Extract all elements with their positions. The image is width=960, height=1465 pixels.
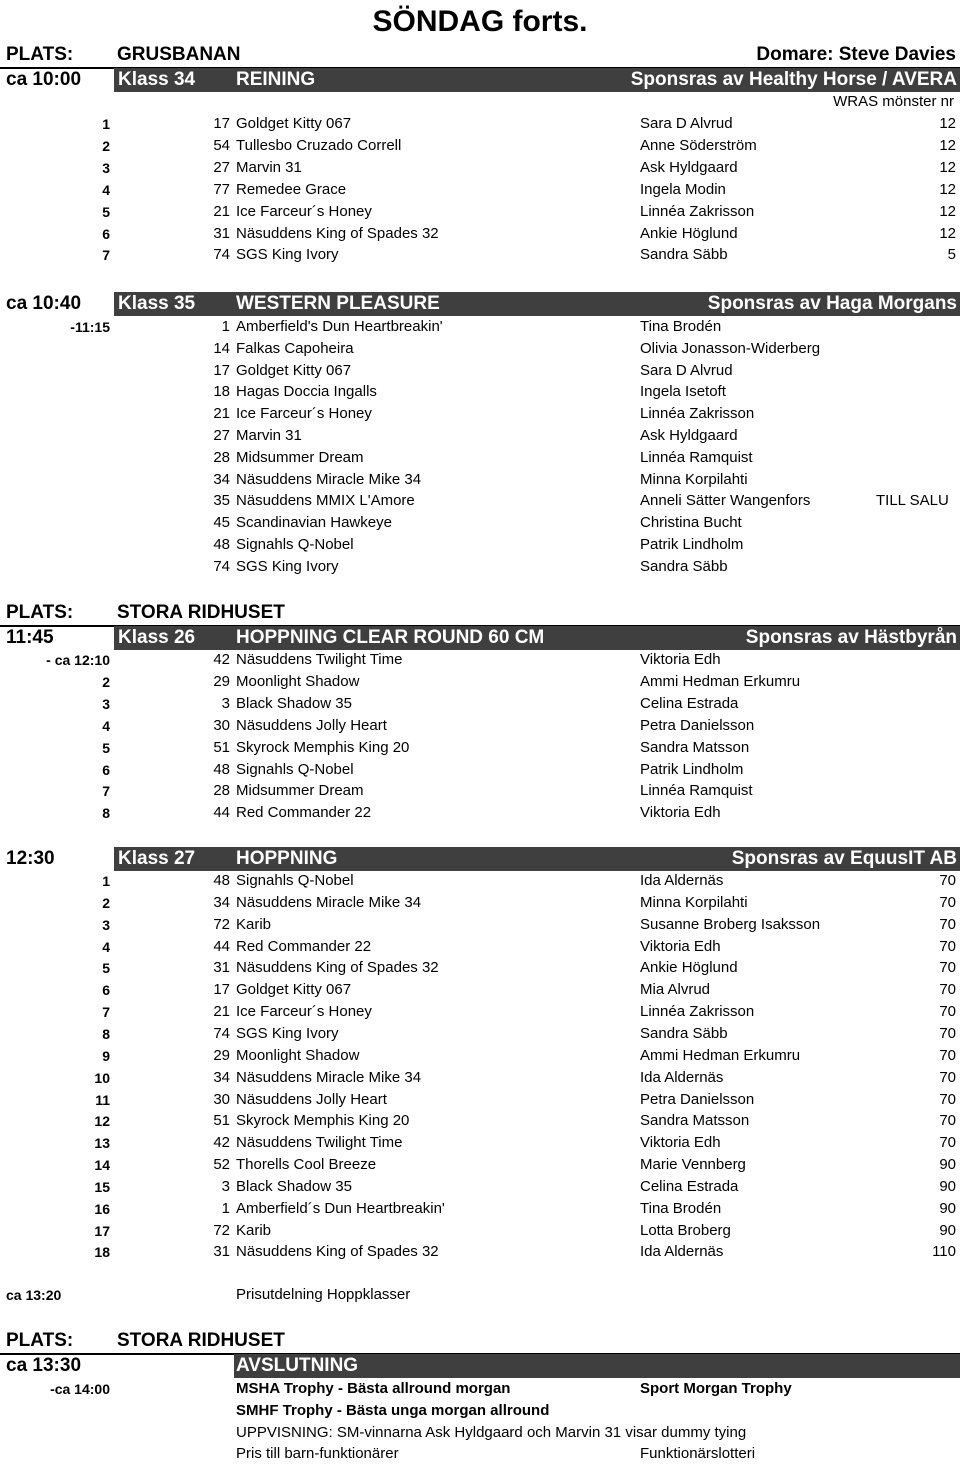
class-time-end: - ca 12:10 bbox=[46, 652, 110, 668]
horse-name: Näsuddens King of Spades 32 bbox=[236, 224, 439, 242]
horse-name: Näsuddens King of Spades 32 bbox=[236, 1243, 439, 1261]
horse-name: Skyrock Memphis King 20 bbox=[236, 738, 410, 756]
rider-name: Anneli Sätter Wangenfors bbox=[640, 492, 811, 510]
horse-name: Scandinavian Hawkeye bbox=[236, 514, 392, 532]
list-item bbox=[0, 1110, 960, 1132]
order-number: 15 bbox=[94, 1178, 110, 1195]
order-number: 13 bbox=[94, 1135, 110, 1152]
msha-trophy: MSHA Trophy - Bästa allround morgan bbox=[236, 1380, 511, 1397]
horse-name: Amberfield´s Dun Heartbreakin' bbox=[236, 1199, 445, 1217]
horse-name: Tullesbo Cruzado Correll bbox=[236, 136, 402, 154]
start-number: 17 bbox=[213, 361, 230, 379]
start-number: 28 bbox=[213, 782, 230, 800]
start-number: 54 bbox=[213, 136, 230, 154]
pattern-number: 12 bbox=[939, 180, 956, 198]
order-number: 2 bbox=[102, 894, 110, 911]
rider-name: Ammi Hedman Erkumru bbox=[640, 672, 801, 690]
class-header-35 bbox=[0, 292, 960, 316]
horse-name: Skyrock Memphis King 20 bbox=[236, 1112, 410, 1130]
pattern-number: 12 bbox=[939, 136, 956, 154]
start-number: 51 bbox=[213, 738, 230, 756]
start-number: 44 bbox=[213, 937, 230, 955]
list-item bbox=[0, 715, 960, 737]
closing-line-4 bbox=[0, 1443, 960, 1465]
class-name: WESTERN PLEASURE bbox=[236, 293, 440, 314]
rider-name: Ankie Höglund bbox=[640, 959, 738, 977]
start-number: 74 bbox=[213, 246, 230, 264]
for-sale-note: TILL SALU bbox=[876, 492, 949, 510]
list-item bbox=[0, 179, 960, 201]
rider-name: Ida Aldernäs bbox=[640, 1068, 724, 1086]
rider-name: Ingela Isetoft bbox=[640, 383, 726, 401]
wras-note: WRAS mönster nr bbox=[833, 93, 954, 110]
list-item bbox=[0, 1241, 960, 1263]
funktionarslotteri: Funktionärslotteri bbox=[640, 1445, 756, 1462]
order-number: 7 bbox=[102, 247, 110, 264]
closing-time-end: -ca 14:00 bbox=[50, 1381, 110, 1397]
prize-row bbox=[0, 1284, 960, 1306]
rider-name: Viktoria Edh bbox=[640, 1134, 721, 1152]
horse-name: Näsuddens King of Spades 32 bbox=[236, 959, 439, 977]
rider-name: Mia Alvrud bbox=[640, 981, 711, 999]
class-time: 12:30 bbox=[6, 848, 55, 869]
rider-name: Tina Brodén bbox=[640, 1199, 722, 1217]
horse-name: Signahls Q-Nobel bbox=[236, 872, 354, 889]
list-item bbox=[0, 1067, 960, 1089]
rider-name: Christina Bucht bbox=[640, 514, 742, 532]
class-header-27 bbox=[0, 847, 960, 871]
list-item bbox=[0, 338, 960, 360]
class-bar bbox=[114, 626, 960, 650]
order-number: 2 bbox=[102, 137, 110, 154]
list-item bbox=[0, 1198, 960, 1220]
closing-name: AVSLUTNING bbox=[236, 1355, 359, 1376]
rider-name: Petra Danielsson bbox=[640, 1090, 755, 1108]
rider-name: Linnéa Zakrisson bbox=[640, 405, 755, 423]
rider-name: Sandra Matsson bbox=[640, 738, 750, 756]
horse-name: Karib bbox=[236, 915, 272, 933]
start-number: 45 bbox=[213, 514, 230, 532]
horse-name: Karib bbox=[236, 1221, 272, 1239]
start-number: 29 bbox=[213, 672, 230, 690]
start-number: 3 bbox=[221, 694, 230, 712]
start-number: 30 bbox=[213, 716, 230, 734]
class-bar bbox=[114, 847, 960, 871]
list-item bbox=[0, 737, 960, 759]
list-item bbox=[0, 135, 960, 157]
list-item bbox=[0, 512, 960, 534]
horse-name: Midsummer Dream bbox=[236, 782, 364, 800]
horse-name: Marvin 31 bbox=[236, 158, 302, 176]
list-item bbox=[0, 1023, 960, 1045]
rider-name: Sara D Alvrud bbox=[640, 361, 733, 379]
pris-barn: Pris till barn-funktionärer bbox=[236, 1445, 399, 1462]
order-number: 7 bbox=[102, 1004, 110, 1021]
rider-name: Tina Brodén bbox=[640, 318, 722, 335]
order-number: 18 bbox=[94, 1244, 110, 1261]
order-number: 6 bbox=[102, 225, 110, 242]
start-number: 1 bbox=[221, 1199, 230, 1217]
height: 70 bbox=[939, 1068, 956, 1086]
class-time: ca 10:00 bbox=[6, 69, 82, 90]
horse-name: Remedee Grace bbox=[236, 180, 347, 198]
rider-name: Anne Söderström bbox=[640, 136, 757, 154]
rider-name: Sandra Matsson bbox=[640, 1112, 750, 1130]
horse-name: Näsuddens Miracle Mike 34 bbox=[236, 1068, 422, 1086]
list-item bbox=[0, 1154, 960, 1176]
horse-name: Black Shadow 35 bbox=[236, 694, 352, 712]
order-number: 3 bbox=[102, 159, 110, 176]
class-header-34 bbox=[0, 68, 960, 92]
order-number: 17 bbox=[94, 1222, 110, 1239]
order-number: 3 bbox=[102, 695, 110, 712]
list-item bbox=[0, 447, 960, 469]
horse-name: SGS King Ivory bbox=[236, 246, 339, 264]
horse-name: Black Shadow 35 bbox=[236, 1177, 352, 1195]
start-number: 31 bbox=[213, 1243, 230, 1261]
class-bar bbox=[114, 292, 960, 316]
prize-text: Prisutdelning Hoppklasser bbox=[236, 1286, 411, 1303]
horse-name: Red Commander 22 bbox=[236, 804, 372, 822]
height: 70 bbox=[939, 1003, 956, 1021]
horse-name: Amberfield's Dun Heartbreakin' bbox=[236, 318, 443, 335]
horse-name: Ice Farceur´s Honey bbox=[236, 405, 372, 423]
horse-name: Ice Farceur´s Honey bbox=[236, 202, 372, 220]
closing-bar bbox=[234, 1354, 960, 1378]
rider-name: Ammi Hedman Erkumru bbox=[640, 1046, 801, 1064]
list-item bbox=[0, 693, 960, 715]
order-number: 2 bbox=[102, 673, 110, 690]
sport-morgan-trophy: Sport Morgan Trophy bbox=[640, 1380, 792, 1397]
start-number: 72 bbox=[213, 1221, 230, 1239]
rider-name: Susanne Broberg Isaksson bbox=[640, 915, 821, 933]
start-number: 28 bbox=[213, 448, 230, 466]
list-item bbox=[0, 534, 960, 556]
class-name: REINING bbox=[236, 69, 316, 90]
page-title: SÖNDAG forts. bbox=[372, 5, 588, 38]
start-number: 74 bbox=[213, 557, 230, 575]
class-number: Klass 26 bbox=[118, 627, 196, 648]
horse-name: Näsuddens Twilight Time bbox=[236, 651, 403, 668]
list-item bbox=[0, 802, 960, 824]
list-item bbox=[0, 1176, 960, 1198]
rider-name: Ingela Modin bbox=[640, 180, 726, 198]
start-number: 1 bbox=[221, 318, 230, 335]
class-header-26 bbox=[0, 626, 960, 650]
order-number: 4 bbox=[102, 938, 110, 955]
order-number: 6 bbox=[102, 982, 110, 999]
horse-name: Näsuddens Twilight Time bbox=[236, 1134, 403, 1152]
start-number: 51 bbox=[213, 1112, 230, 1130]
uppvisning: UPPVISNING: SM-vinnarna Ask Hyldgaard och Marvin 31 visar dummy tying bbox=[236, 1424, 747, 1441]
plats-name: STORA RIDHUSET bbox=[117, 1330, 285, 1351]
start-number: 29 bbox=[213, 1046, 230, 1064]
class-bar bbox=[114, 68, 960, 92]
list-item bbox=[0, 1001, 960, 1023]
list-item bbox=[0, 381, 960, 403]
start-number: 17 bbox=[213, 115, 230, 132]
order-number: 5 bbox=[102, 739, 110, 756]
pattern-number: 5 bbox=[947, 246, 956, 264]
height: 70 bbox=[939, 893, 956, 911]
horse-name: Ice Farceur´s Honey bbox=[236, 1003, 372, 1021]
class-number: Klass 35 bbox=[118, 293, 196, 314]
height: 70 bbox=[939, 915, 956, 933]
class-name: HOPPNING bbox=[236, 848, 338, 869]
order-number: 16 bbox=[94, 1200, 110, 1217]
list-item bbox=[0, 113, 960, 135]
start-number: 42 bbox=[213, 1134, 230, 1152]
height: 70 bbox=[939, 1090, 956, 1108]
height: 70 bbox=[939, 1112, 956, 1130]
start-number: 3 bbox=[221, 1177, 230, 1195]
start-number: 35 bbox=[213, 492, 230, 510]
start-number: 77 bbox=[213, 180, 230, 198]
pattern-number: 12 bbox=[939, 115, 956, 132]
horse-name: Hagas Doccia Ingalls bbox=[236, 383, 377, 401]
rider-name: Sara D Alvrud bbox=[640, 115, 733, 132]
order-number: 4 bbox=[102, 181, 110, 198]
start-number: 30 bbox=[213, 1090, 230, 1108]
order-number: 14 bbox=[94, 1157, 110, 1174]
height: 110 bbox=[932, 1243, 956, 1261]
start-number: 34 bbox=[213, 893, 230, 911]
rider-name: Olivia Jonasson-Widerberg bbox=[640, 339, 821, 357]
order-number: 4 bbox=[102, 717, 110, 734]
class-sponsor: Sponsras av Hästbyrån bbox=[745, 627, 957, 648]
start-number: 31 bbox=[213, 224, 230, 242]
height: 70 bbox=[939, 1046, 956, 1064]
horse-name: Näsuddens Jolly Heart bbox=[236, 1090, 387, 1108]
horse-name: Marvin 31 bbox=[236, 427, 302, 444]
order-number: 1 bbox=[102, 873, 110, 889]
horse-name: SGS King Ivory bbox=[236, 1024, 339, 1042]
rider-name: Ida Aldernäs bbox=[640, 872, 724, 889]
list-item bbox=[0, 360, 960, 382]
class-time: ca 10:40 bbox=[6, 293, 82, 314]
plats-header-closing bbox=[0, 1329, 960, 1355]
start-number: 21 bbox=[213, 202, 230, 220]
start-number: 74 bbox=[213, 1024, 230, 1042]
horse-name: Näsuddens Miracle Mike 34 bbox=[236, 470, 422, 488]
order-number: 3 bbox=[102, 916, 110, 933]
horse-name: Signahls Q-Nobel bbox=[236, 760, 354, 778]
horse-name: Goldget Kitty 067 bbox=[236, 361, 352, 379]
list-item bbox=[0, 1132, 960, 1154]
rider-name: Patrik Lindholm bbox=[640, 536, 744, 553]
list-item bbox=[0, 892, 960, 914]
horse-name: Thorells Cool Breeze bbox=[236, 1156, 377, 1174]
start-number: 31 bbox=[213, 959, 230, 977]
height: 70 bbox=[939, 872, 956, 889]
rider-name: Ask Hyldgaard bbox=[640, 158, 738, 176]
order-number: 8 bbox=[102, 805, 110, 822]
list-item bbox=[0, 979, 960, 1001]
horse-name: Moonlight Shadow bbox=[236, 672, 360, 690]
plats-name: GRUSBANAN bbox=[117, 44, 241, 65]
closing-header bbox=[0, 1354, 960, 1378]
order-number: 8 bbox=[102, 1025, 110, 1042]
rider-name: Linnéa Ramquist bbox=[640, 782, 753, 800]
rider-name: Linnéa Ramquist bbox=[640, 448, 753, 466]
start-number: 42 bbox=[213, 651, 230, 668]
order-number: 6 bbox=[102, 761, 110, 778]
list-item bbox=[0, 556, 960, 578]
start-number: 48 bbox=[213, 872, 230, 889]
rider-name: Ask Hyldgaard bbox=[640, 427, 738, 444]
order-number: 7 bbox=[102, 783, 110, 800]
list-item bbox=[0, 1089, 960, 1111]
height: 70 bbox=[939, 1134, 956, 1152]
list-item bbox=[0, 157, 960, 179]
list-item bbox=[0, 780, 960, 802]
list-item bbox=[0, 425, 960, 447]
order-number: 9 bbox=[102, 1047, 110, 1064]
horse-name: Näsuddens Miracle Mike 34 bbox=[236, 893, 422, 911]
start-number: 34 bbox=[213, 1068, 230, 1086]
horse-name: Näsuddens Jolly Heart bbox=[236, 716, 387, 734]
height: 70 bbox=[939, 937, 956, 955]
class-time-end: -11:15 bbox=[70, 319, 110, 335]
rider-name: Ankie Höglund bbox=[640, 224, 738, 242]
list-item bbox=[0, 403, 960, 425]
start-number: 72 bbox=[213, 915, 230, 933]
plats-label: PLATS: bbox=[6, 602, 74, 623]
plats-label: PLATS: bbox=[6, 44, 74, 65]
rider-name: Lotta Broberg bbox=[640, 1221, 731, 1239]
plats-header-stora bbox=[0, 601, 960, 627]
start-number: 17 bbox=[213, 981, 230, 999]
list-item bbox=[0, 490, 960, 512]
start-number: 21 bbox=[213, 405, 230, 423]
horse-name: Goldget Kitty 067 bbox=[236, 115, 352, 132]
start-number: 48 bbox=[213, 536, 230, 553]
start-number: 27 bbox=[213, 158, 230, 176]
height: 90 bbox=[939, 1221, 956, 1239]
rider-name: Sandra Säbb bbox=[640, 1024, 728, 1042]
rider-name: Viktoria Edh bbox=[640, 937, 721, 955]
list-item bbox=[0, 649, 960, 671]
list-item bbox=[0, 870, 960, 892]
start-number: 21 bbox=[213, 1003, 230, 1021]
pattern-number: 12 bbox=[939, 158, 956, 176]
class-number: Klass 34 bbox=[118, 69, 196, 90]
list-item bbox=[0, 223, 960, 245]
order-number: 5 bbox=[102, 960, 110, 977]
order-number: 12 bbox=[94, 1113, 110, 1130]
rider-name: Petra Danielsson bbox=[640, 716, 755, 734]
horse-name: Midsummer Dream bbox=[236, 448, 364, 466]
rider-name: Patrik Lindholm bbox=[640, 760, 744, 778]
start-number: 52 bbox=[213, 1156, 230, 1174]
rider-name: Sandra Säbb bbox=[640, 557, 728, 575]
horse-name: SGS King Ivory bbox=[236, 557, 339, 575]
plats-header-grusbanan bbox=[0, 43, 960, 69]
list-item bbox=[0, 914, 960, 936]
judge: Domare: Steve Davies bbox=[756, 44, 956, 65]
closing-line-1 bbox=[0, 1378, 960, 1400]
rider-name: Ida Aldernäs bbox=[640, 1243, 724, 1261]
start-number: 48 bbox=[213, 760, 230, 778]
start-number: 14 bbox=[213, 339, 230, 357]
order-number: 11 bbox=[95, 1091, 110, 1108]
height: 70 bbox=[939, 981, 956, 999]
rider-name: Minna Korpilahti bbox=[640, 470, 748, 488]
plats-label: PLATS: bbox=[6, 1330, 74, 1351]
class-number: Klass 27 bbox=[118, 848, 196, 869]
start-number: 27 bbox=[213, 427, 230, 444]
height: 90 bbox=[939, 1177, 956, 1195]
horse-name: Red Commander 22 bbox=[236, 937, 372, 955]
class-name: HOPPNING CLEAR ROUND 60 CM bbox=[236, 627, 545, 648]
horse-name: Signahls Q-Nobel bbox=[236, 536, 354, 553]
rider-name: Viktoria Edh bbox=[640, 804, 721, 822]
plats-name: STORA RIDHUSET bbox=[117, 602, 285, 623]
list-item bbox=[0, 1045, 960, 1067]
prize-time: ca 13:20 bbox=[6, 1287, 62, 1303]
closing-line-3 bbox=[0, 1422, 960, 1444]
rider-name: Celina Estrada bbox=[640, 1177, 739, 1195]
list-item bbox=[0, 316, 960, 338]
smhf-trophy: SMHF Trophy - Bästa unga morgan allround bbox=[236, 1402, 550, 1419]
order-number: 1 bbox=[102, 116, 110, 132]
start-number: 34 bbox=[213, 470, 230, 488]
list-item bbox=[0, 244, 960, 266]
list-item bbox=[0, 759, 960, 781]
class-sponsor: Sponsras av Healthy Horse / AVERA bbox=[630, 69, 957, 90]
height: 90 bbox=[939, 1199, 956, 1217]
order-number: 10 bbox=[94, 1069, 110, 1086]
horse-name: Näsuddens MMIX L'Amore bbox=[236, 492, 415, 510]
list-item bbox=[0, 957, 960, 979]
height: 70 bbox=[939, 1024, 956, 1042]
rider-name: Viktoria Edh bbox=[640, 651, 721, 668]
rider-name: Linnéa Zakrisson bbox=[640, 202, 755, 220]
rider-name: Linnéa Zakrisson bbox=[640, 1003, 755, 1021]
closing-line-2 bbox=[0, 1400, 960, 1422]
closing-time: ca 13:30 bbox=[6, 1355, 82, 1376]
order-number: 5 bbox=[102, 203, 110, 220]
height: 70 bbox=[939, 959, 956, 977]
list-item bbox=[0, 671, 960, 693]
rider-name: Minna Korpilahti bbox=[640, 893, 748, 911]
class-time: 11:45 bbox=[6, 627, 54, 648]
list-item bbox=[0, 201, 960, 223]
list-item bbox=[0, 936, 960, 958]
start-number: 44 bbox=[213, 804, 230, 822]
class-sponsor: Sponsras av EquusIT AB bbox=[731, 848, 957, 869]
height: 90 bbox=[939, 1156, 956, 1174]
rider-name: Sandra Säbb bbox=[640, 246, 728, 264]
list-item bbox=[0, 469, 960, 491]
pattern-number: 12 bbox=[939, 224, 956, 242]
rider-name: Marie Vennberg bbox=[640, 1156, 746, 1174]
list-item bbox=[0, 1220, 960, 1242]
start-number: 18 bbox=[213, 383, 230, 401]
class-sponsor: Sponsras av Haga Morgans bbox=[707, 293, 957, 314]
rider-name: Celina Estrada bbox=[640, 694, 739, 712]
horse-name: Moonlight Shadow bbox=[236, 1046, 360, 1064]
pattern-number: 12 bbox=[939, 202, 956, 220]
horse-name: Falkas Capoheira bbox=[236, 339, 354, 357]
horse-name: Goldget Kitty 067 bbox=[236, 981, 352, 999]
